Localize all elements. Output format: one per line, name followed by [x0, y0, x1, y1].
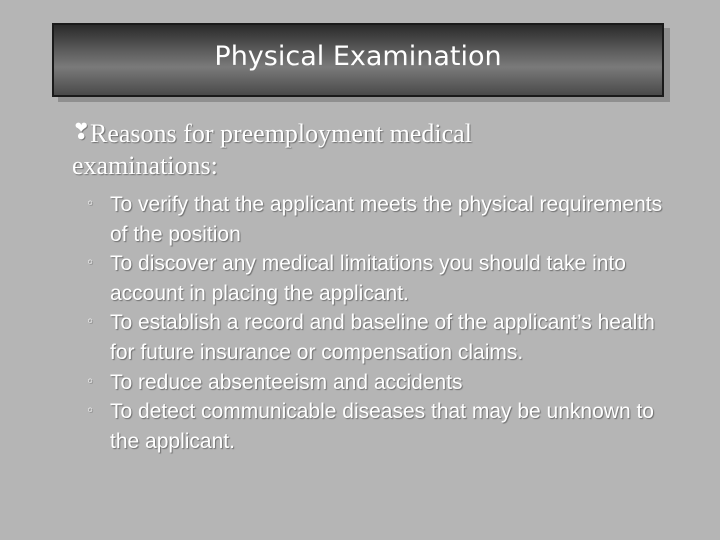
main-bullet-text: Reasons for preemployment medical examinations:	[72, 119, 472, 180]
list-item	[86, 190, 676, 249]
circle-bullet-icon: ◦	[86, 403, 95, 420]
circle-bullet-icon: ◦	[86, 255, 95, 272]
list-item-text: To discover any medical limitations you should take into account in placing the applicant.	[110, 252, 626, 305]
fleuron-bullet-icon: ❣	[72, 120, 91, 145]
slide-title: Physical Examination	[214, 40, 502, 72]
circle-bullet-icon: ◦	[86, 196, 95, 212]
circle-bullet-icon: ◦	[86, 373, 95, 390]
circle-bullet-icon: ◦	[86, 314, 95, 331]
list-item-text: To verify that the applicant meets the physical requirements of the position	[110, 193, 663, 246]
list-item	[86, 249, 676, 308]
sub-bullet-list	[86, 190, 676, 456]
list-item	[86, 368, 676, 398]
list-item	[86, 308, 676, 367]
title-bar	[52, 23, 664, 97]
list-item-text: To detect communicable diseases that may be unknown to the applicant.	[110, 400, 654, 453]
list-item	[86, 397, 676, 456]
list-item-text: To establish a record and baseline of the applicant’s health for future insurance or compensation claims.	[110, 311, 655, 364]
list-item-text: To reduce absenteeism and accidents	[110, 370, 463, 394]
main-bullet	[72, 118, 592, 182]
